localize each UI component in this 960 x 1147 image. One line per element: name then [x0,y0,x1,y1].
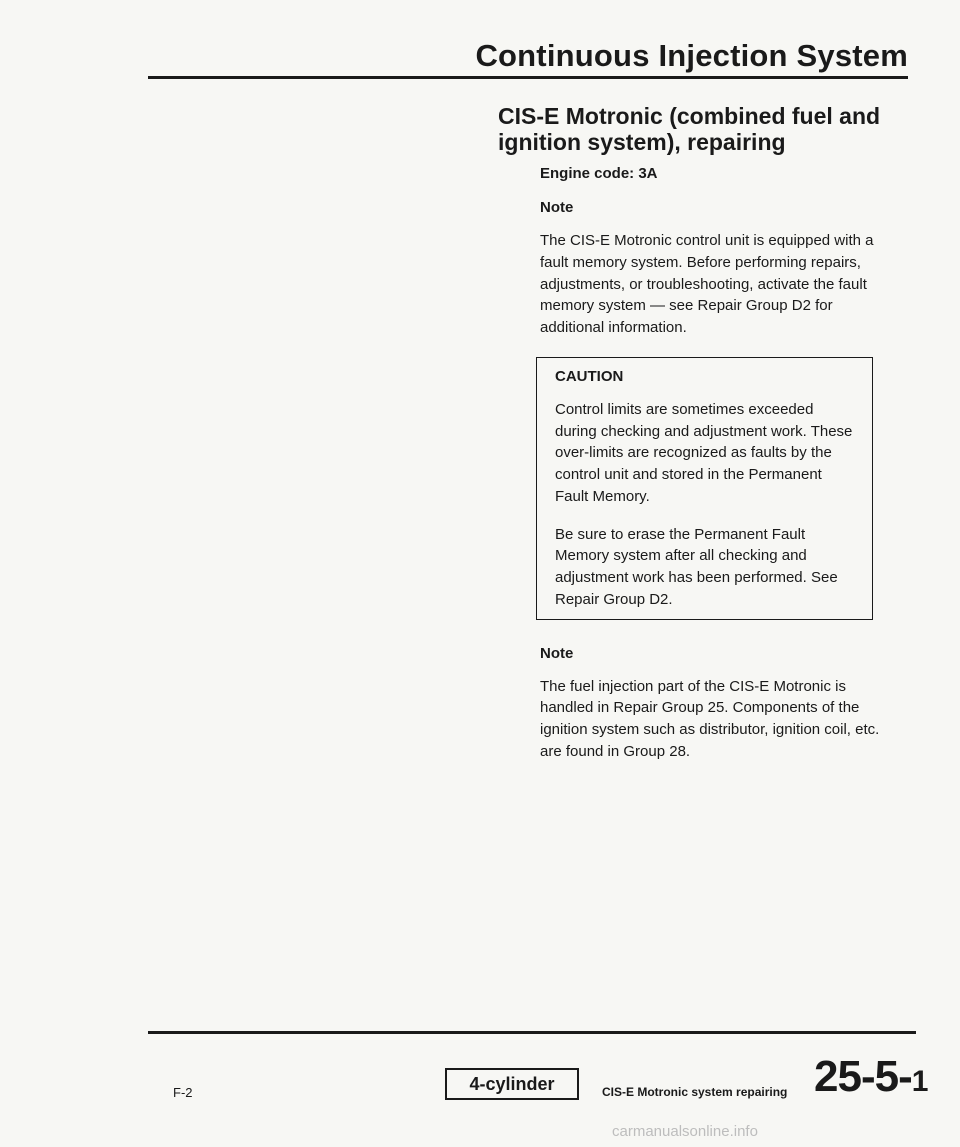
page-number-sub: 1 [911,1065,928,1098]
cylinder-tag: 4-cylinder [445,1068,579,1100]
caution-label: CAUTION [555,367,624,385]
header-rule [148,76,908,79]
engine-code: Engine code: 3A [540,165,658,182]
note-text: The CIS-E Motronic control unit is equipped with a fault memory system. Before performing repairs, adjustments, or troubleshooting, activate the fault memory system — see Repair Group D2 for additional information. [540,232,874,336]
page-number [814,1052,927,1102]
second-note-text: The fuel injection part of the CIS-E Motronic is handled in Repair Group 25. Components of the ignition system such as distributor, ignition coil, etc. are found in Group 28. [540,677,880,760]
second-note [540,645,880,763]
watermark: carmanualsonline.info [612,1123,758,1140]
section-title: CIS-E Motronic (combined fuel and ignition system), repairing [498,103,881,156]
header-title: Continuous Injection System [475,38,908,73]
footer-caption: CIS-E Motronic system repairing [602,1085,788,1099]
content-column [540,165,880,763]
page-number-main: 25-5- [814,1052,912,1101]
caution-paragraph-2: Be sure to erase the Permanent Fault Memory system after all checking and adjustment work has been performed. See Repair Group D2. [555,525,838,608]
caution-box [536,357,873,620]
second-note-label: Note [540,644,574,662]
page-id: F-2 [173,1085,193,1100]
caution-paragraph-1: Control limits are sometimes exceeded during checking and adjustment work. These over-limits are recognized as faults by the control unit and stored in the Permanent Fault Memory. [555,400,853,505]
note-label: Note [540,199,574,216]
footer-rule [148,1031,916,1034]
